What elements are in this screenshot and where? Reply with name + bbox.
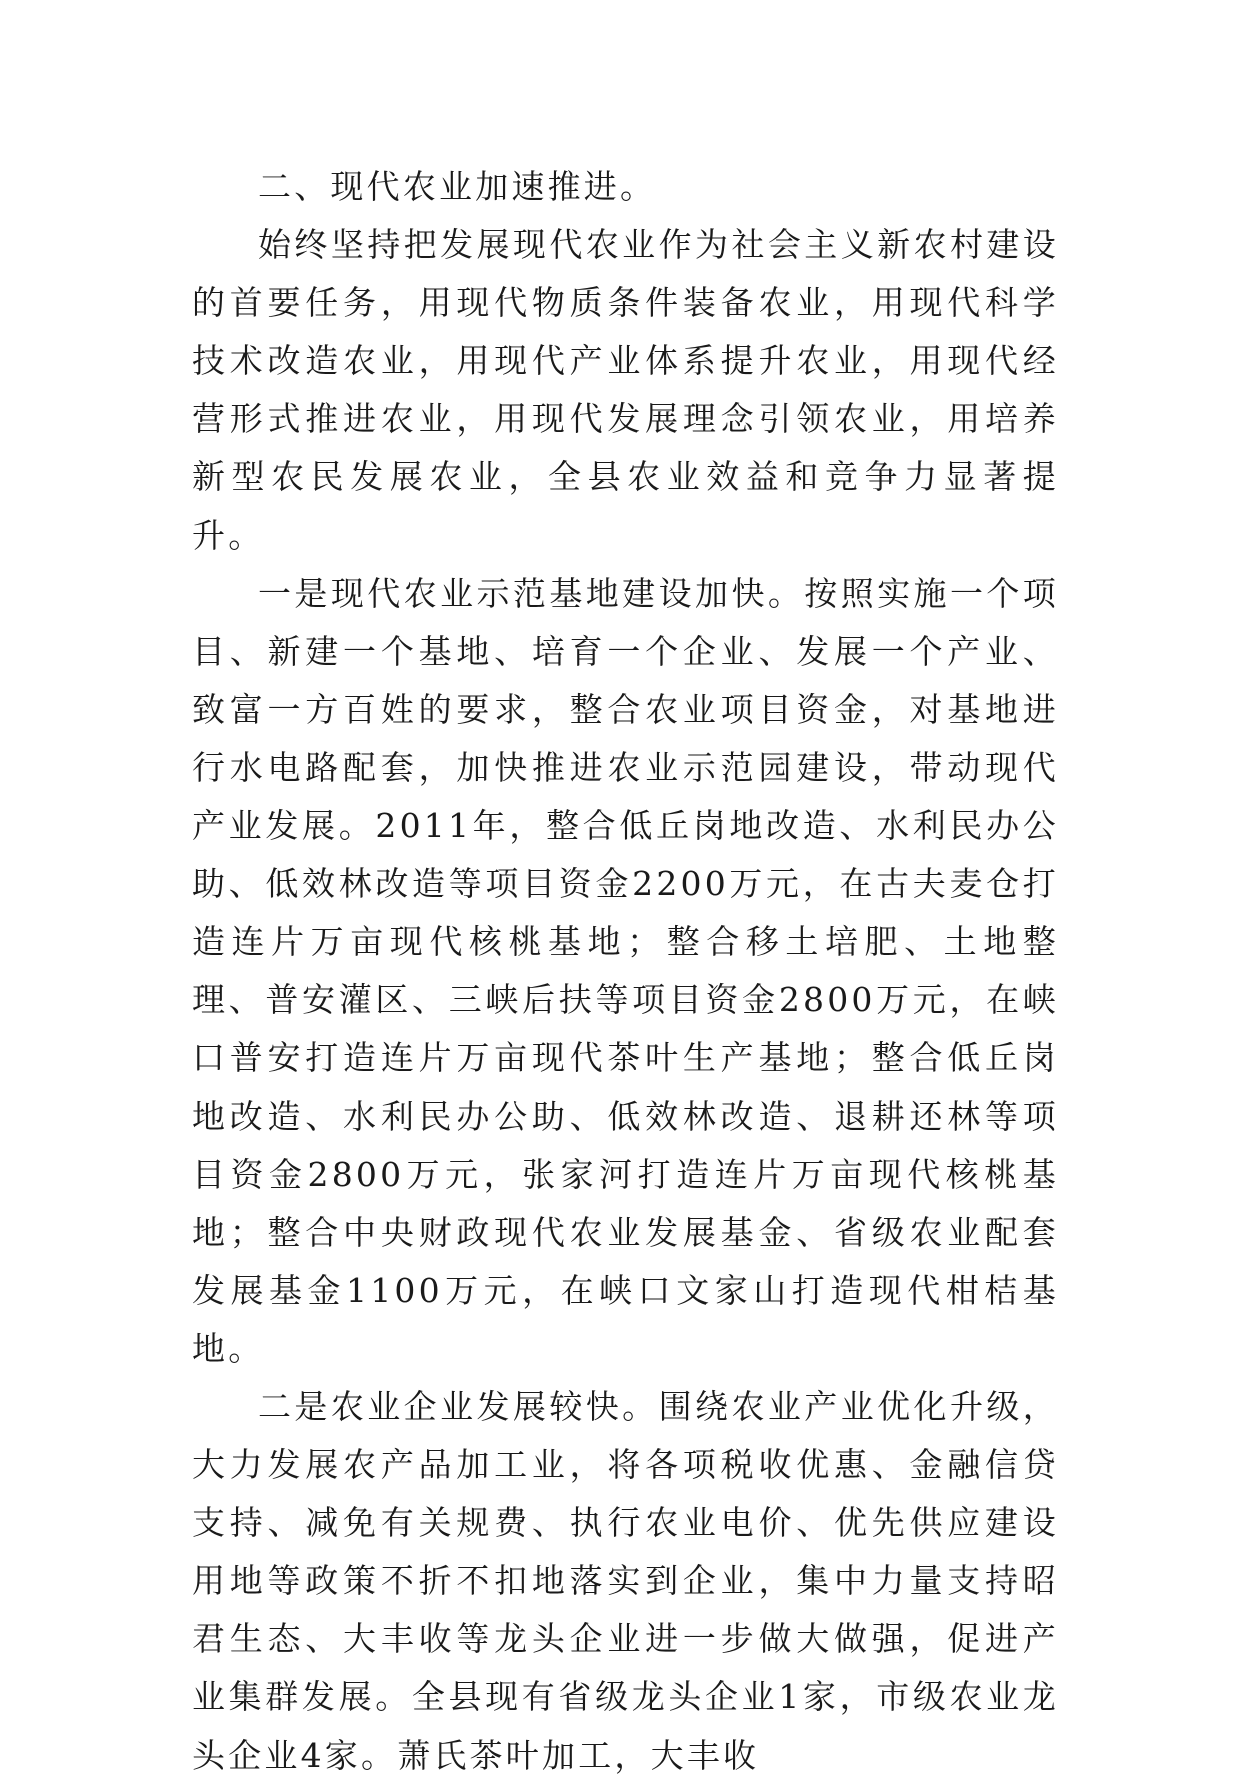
section-heading: 二、现代农业加速推进。 <box>258 167 657 206</box>
document-body <box>192 158 1059 1785</box>
paragraph-agricultural-enterprises: 二是农业企业发展较快。围绕农业产业优化升级，大力发展农产品加工业，将各项税收优惠、金融信贷支持、减免有关规费、执行农业电价、优先供应建设用地等政策不折不扣地落实到企业，集中力量支持昭君生态、大丰收等龙头企业进一步做大做强，促进产业集群发展。全县现有省级龙头企业1家，市级农业龙头企业4家。萧氏茶叶加工，大丰收 <box>192 1386 1059 1775</box>
paragraph-overview: 始终坚持把发展现代农业作为社会主义新农村建设的首要任务，用现代物质条件装备农业，用现代科学技术改造农业，用现代产业体系提升农业，用现代经营形式推进农业，用现代发展理念引领农业，用培养新型农民发展农业，全县农业效益和竞争力显著提升。 <box>192 225 1059 555</box>
paragraph-demonstration-base: 一是现代农业示范基地建设加快。按照实施一个项目、新建一个基地、培育一个企业、发展一个产业、致富一方百姓的要求，整合农业项目资金，对基地进行水电路配套，加快推进农业示范园建设，带动现代产业发展。2011年，整合低丘岗地改造、水利民办公助、低效林改造等项目资金2200万元，在古夫麦仓打造连片万亩现代核桃基地；整合移土培肥、土地整理、普安灌区、三峡后扶等项目资金2800万元，在峡口普安打造连片万亩现代茶叶生产基地；整合低丘岗地改造、水利民办公助、低效林改造、退耕还林等项目资金2800万元，张家河打造连片万亩现代核桃基地；整合中央财政现代农业发展基金、省级农业配套发展基金1100万元，在峡口文家山打造现代柑桔基地。 <box>192 573 1059 1368</box>
